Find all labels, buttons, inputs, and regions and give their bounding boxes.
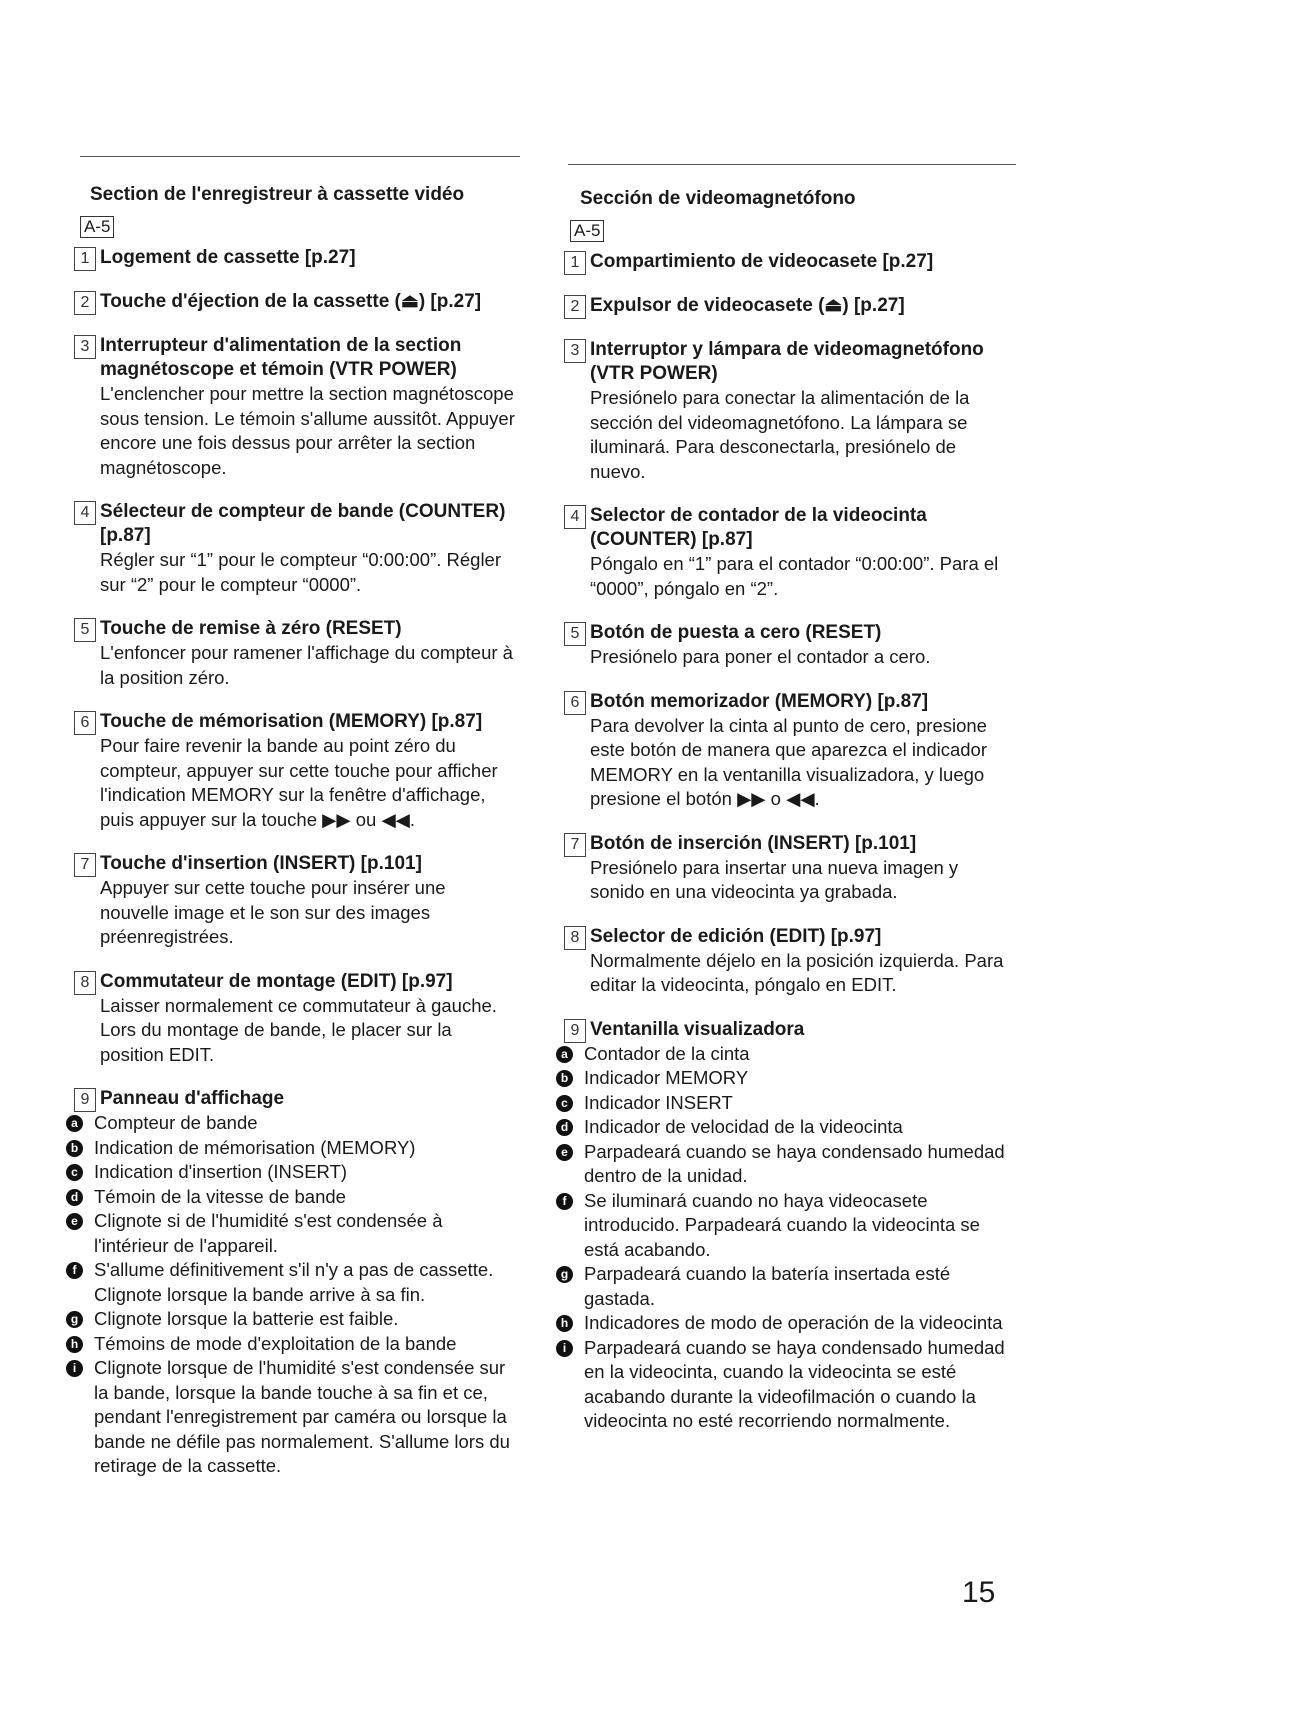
item-description: Presiónelo para poner el contador a cero.	[590, 646, 931, 667]
item-title: Touche d'insertion (INSERT) [p.101]	[100, 853, 422, 874]
list-item	[556, 338, 1006, 484]
item-title: Botón de puesta a cero (RESET)	[590, 622, 882, 643]
item-title: Panneau d'affichage	[100, 1088, 285, 1109]
sub-item-text: Parpadeará cuando se haya condensado humedad dentro de la unidad.	[584, 1140, 1005, 1186]
item-description: Póngalo en “1” para el contador “0:00:00”. Para el “0000”, póngalo en “2”.	[590, 553, 999, 599]
sub-item-text: Indicadores de modo de operación de la videocinta	[584, 1312, 1003, 1333]
sub-item	[66, 1332, 516, 1357]
list-item	[556, 250, 1006, 274]
sub-item-text: Indicador de velocidad de la videocinta	[584, 1116, 903, 1137]
figure-reference: A-5	[80, 216, 114, 238]
item-title: Sélecteur de compteur de bande (COUNTER) [p.87]	[100, 501, 506, 546]
item-title: Interrupteur d'alimentation de la section magnétoscope et témoin (VTR POWER)	[100, 335, 462, 380]
bullet-icon: a	[66, 1115, 83, 1132]
list-item	[66, 970, 516, 1068]
bullet-icon: d	[66, 1189, 83, 1206]
figure-reference: A-5	[570, 220, 604, 242]
section-title: Sección de videomagnetófono	[580, 188, 856, 209]
item-number: 2	[564, 295, 586, 319]
bullet-icon: e	[66, 1213, 83, 1230]
item-title: Touche de remise à zéro (RESET)	[100, 618, 402, 639]
bullet-icon: f	[556, 1193, 573, 1210]
sub-item	[556, 1140, 1006, 1189]
item-number: 7	[564, 833, 586, 857]
item-number: 3	[74, 335, 96, 359]
sub-item-text: Témoin de la vitesse de bande	[94, 1185, 346, 1207]
bullet-icon: b	[556, 1070, 573, 1087]
sub-item-text: Clignote si de l'humidité s'est condensée à l'intérieur de l'appareil.	[94, 1210, 443, 1256]
bullet-icon: c	[66, 1164, 83, 1181]
item-title: Selector de edición (EDIT) [p.97]	[590, 925, 882, 947]
bullet-icon: i	[556, 1340, 573, 1357]
bullet-icon: e	[556, 1144, 573, 1161]
bullet-icon: h	[556, 1315, 573, 1332]
item-title: Expulsor de videocasete (⏏) [p.27]	[590, 295, 905, 316]
sub-item	[556, 1262, 1006, 1311]
sub-item-text: Indicador INSERT	[584, 1091, 733, 1113]
divider-line	[568, 164, 1016, 165]
sub-item-text: Indicador MEMORY	[584, 1067, 749, 1088]
item-description: Pour faire revenir la bande au point zéro du compteur, appuyer sur cette touche pour afficher l'indication MEMORY sur la fenêtre d'affichage, puis appuyer sur la touche ▶▶ ou ◀◀.	[100, 735, 498, 830]
bullet-icon: c	[556, 1095, 573, 1112]
list-item	[556, 294, 1006, 318]
section-title: Section de l'enregistreur à cassette vidéo	[90, 184, 465, 205]
list-item	[556, 832, 1006, 905]
sub-item	[66, 1185, 516, 1210]
item-list	[66, 246, 516, 1479]
list-item	[66, 500, 516, 597]
list-item	[66, 334, 516, 480]
item-number: 1	[74, 247, 96, 271]
bullet-icon: a	[556, 1046, 573, 1063]
item-title: Botón de inserción (INSERT) [p.101]	[590, 832, 917, 854]
item-title: Commutateur de montage (EDIT) [p.97]	[100, 970, 453, 992]
item-title: Touche de mémorisation (MEMORY) [p.87]	[100, 711, 483, 732]
sub-item	[66, 1160, 516, 1185]
item-description: L'enfoncer pour ramener l'affichage du compteur à la position zéro.	[100, 642, 513, 688]
list-item	[66, 617, 516, 690]
sub-item	[66, 1307, 516, 1332]
sub-item	[66, 1356, 516, 1479]
item-description: L'enclencher pour mettre la section magnétoscope sous tension. Le témoin s'allume aussitôt. Appuyer encore une fois dessus pour arrêter la section magnétoscope.	[100, 383, 515, 478]
right-column	[556, 156, 1006, 1434]
sub-item-text: Témoins de mode d'exploitation de la bande	[94, 1332, 457, 1354]
sub-item-text: Indication de mémorisation (MEMORY)	[94, 1136, 416, 1158]
bullet-icon: d	[556, 1119, 573, 1136]
item-number: 2	[74, 291, 96, 315]
sub-list	[556, 1042, 1006, 1434]
list-item	[66, 290, 516, 314]
item-number: 3	[564, 339, 586, 363]
divider-line	[80, 156, 520, 157]
item-description: Régler sur “1” pour le compteur “0:00:00”. Régler sur “2” pour le compteur “0000”.	[100, 549, 502, 595]
item-title: Ventanilla visualizadora	[590, 1018, 805, 1040]
sub-item-text: Clignote lorsque de l'humidité s'est condensée sur la bande, lorsque la bande touche à sa fin et ce, pendant l'enregistrement par caméra ou lorsque la bande ne défile pas normalement. S'allume lors du retirage de la cassette.	[94, 1357, 510, 1476]
bullet-icon: g	[556, 1266, 573, 1283]
item-number: 8	[74, 971, 96, 995]
item-number: 5	[564, 622, 586, 646]
item-description: Laisser normalement ce commutateur à gauche. Lors du montage de bande, le placer sur la position EDIT.	[100, 994, 497, 1065]
display-panel-item	[66, 1087, 516, 1111]
sub-item-text: S'allume définitivement s'il n'y a pas de cassette. Clignote lorsque la bande arrive à sa fin.	[94, 1259, 494, 1305]
item-description: Appuyer sur cette touche pour insérer une nouvelle image et le son sur des images préenregistrées.	[100, 877, 446, 947]
item-title: Selector de contador de la videocinta (COUNTER) [p.87]	[590, 505, 927, 550]
item-number: 9	[74, 1088, 96, 1112]
sub-item-text: Clignote lorsque la batterie est faible.	[94, 1308, 399, 1329]
sub-item	[66, 1209, 516, 1258]
sub-list	[66, 1111, 516, 1479]
sub-item	[66, 1136, 516, 1161]
item-number: 4	[74, 501, 96, 525]
page-number: 15	[962, 1576, 996, 1609]
bullet-icon: h	[66, 1336, 83, 1353]
list-item	[556, 504, 1006, 601]
item-title: Logement de cassette [p.27]	[100, 247, 356, 268]
sub-item	[556, 1066, 1006, 1091]
sub-item	[556, 1336, 1006, 1434]
item-description: Presiónelo para conectar la alimentación de la sección del videomagnetófono. La lámpara se iluminará. Para desconectarla, presiónelo de nuevo.	[590, 387, 970, 482]
display-panel-item	[556, 1018, 1006, 1042]
item-number: 1	[564, 251, 586, 275]
sub-item-text: Parpadeará cuando la batería insertada esté gastada.	[584, 1263, 951, 1309]
bullet-icon: b	[66, 1140, 83, 1157]
sub-item	[556, 1311, 1006, 1336]
sub-item-text: Contador de la cinta	[584, 1042, 750, 1064]
item-number: 6	[74, 711, 96, 735]
sub-item	[556, 1042, 1006, 1067]
sub-item	[556, 1091, 1006, 1116]
item-number: 4	[564, 505, 586, 529]
item-number: 9	[564, 1019, 586, 1043]
item-number: 8	[564, 926, 586, 950]
bullet-icon: g	[66, 1311, 83, 1328]
sub-item	[556, 1189, 1006, 1263]
list-item	[66, 710, 516, 832]
sub-item	[556, 1115, 1006, 1140]
list-item	[556, 690, 1006, 812]
item-title: Botón memorizador (MEMORY) [p.87]	[590, 690, 929, 712]
item-title: Interruptor y lámpara de videomagnetófono (VTR POWER)	[590, 339, 984, 384]
sub-item	[66, 1258, 516, 1307]
bullet-icon: f	[66, 1262, 83, 1279]
sub-item-text: Indication d'insertion (INSERT)	[94, 1161, 348, 1182]
item-number: 5	[74, 618, 96, 642]
left-column	[66, 156, 516, 1479]
list-item	[66, 246, 516, 270]
sub-item	[66, 1111, 516, 1136]
item-title: Compartimiento de videocasete [p.27]	[590, 251, 934, 272]
sub-item-text: Compteur de bande	[94, 1112, 258, 1133]
list-item	[556, 621, 1006, 670]
item-description: Para devolver la cinta al punto de cero, presione este botón de manera que aparezca el indicador MEMORY en la ventanilla visualizadora, y luego presione el botón ▶▶ o ◀◀.	[590, 714, 987, 809]
item-description: Presiónelo para insertar una nueva imagen y sonido en una videocinta ya grabada.	[590, 856, 959, 902]
bullet-icon: i	[66, 1360, 83, 1377]
item-description: Normalmente déjelo en la posición izquierda. Para editar la videocinta, póngalo en EDIT.	[590, 949, 1004, 995]
list-item	[556, 925, 1006, 998]
sub-item-text: Parpadeará cuando se haya condensado humedad en la videocinta, cuando la videocinta se esté acabando durante la videofilmación o cuando la videocinta no esté recorriendo normalmente.	[584, 1336, 1005, 1431]
item-list	[556, 250, 1006, 1434]
sub-item-text: Se iluminará cuando no haya videocasete introducido. Parpadeará cuando la videocinta se está acabando.	[584, 1189, 980, 1260]
list-item	[66, 852, 516, 950]
item-number: 7	[74, 853, 96, 877]
item-title: Touche d'éjection de la cassette (⏏) [p.27]	[100, 291, 482, 312]
item-number: 6	[564, 691, 586, 715]
